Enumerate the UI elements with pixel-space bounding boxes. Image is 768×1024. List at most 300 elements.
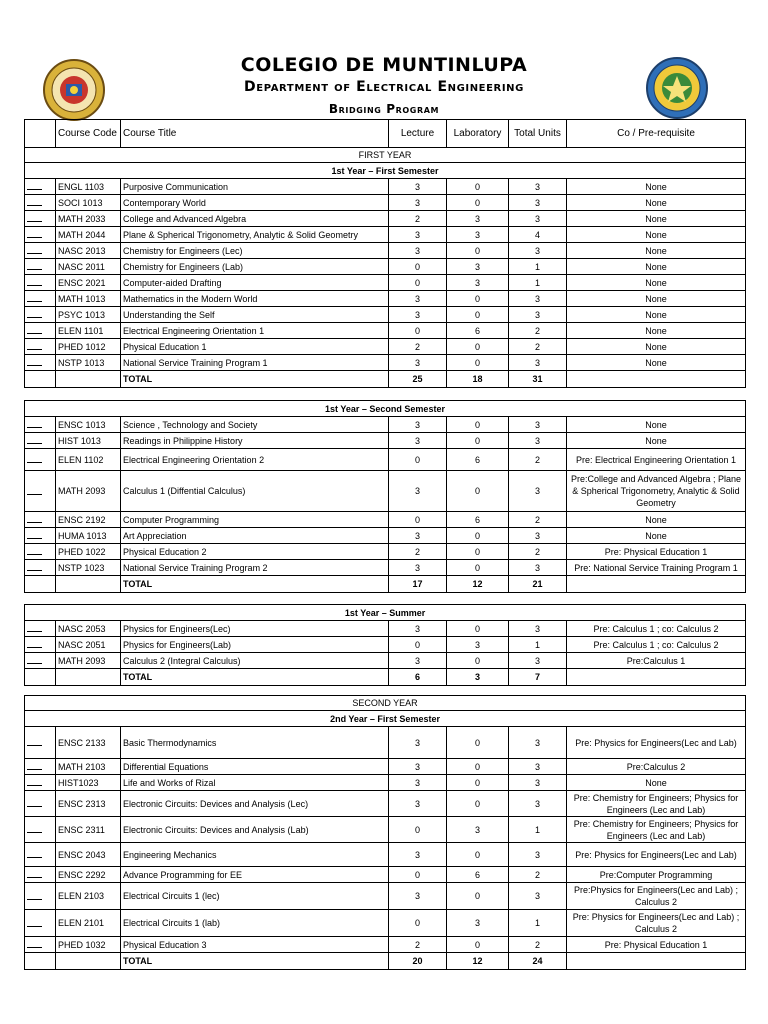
total-units: 3: [509, 195, 567, 211]
checkbox-blank[interactable]: [25, 560, 56, 576]
course-code: NSTP 1023: [56, 560, 121, 576]
laboratory-hours: 0: [447, 775, 509, 791]
total-laboratory: 18: [447, 371, 509, 388]
laboratory-hours: 0: [447, 759, 509, 775]
course-row: [25, 307, 746, 323]
laboratory-hours: 3: [447, 817, 509, 843]
course-code: NASC 2011: [56, 259, 121, 275]
total-units: 3: [509, 307, 567, 323]
lecture-hours: 0: [389, 323, 447, 339]
prerequisite: Pre: Physical Education 1: [567, 937, 746, 953]
course-title: Electrical Engineering Orientation 1: [121, 323, 389, 339]
column-header-row: [25, 120, 746, 148]
department-name: Department of Electrical Engineering: [244, 79, 524, 95]
blank-line: [27, 939, 42, 948]
checkbox-blank[interactable]: [25, 195, 56, 211]
course-code: NASC 2013: [56, 243, 121, 259]
total-units: 3: [509, 433, 567, 449]
prerequisite: None: [567, 307, 746, 323]
lecture-hours: 3: [389, 653, 447, 669]
total-units: 2: [509, 449, 567, 471]
course-code: HUMA 1013: [56, 528, 121, 544]
total-blank: [56, 371, 121, 388]
total-label: TOTAL: [121, 669, 389, 686]
laboratory-hours: 0: [447, 355, 509, 371]
lecture-hours: 0: [389, 449, 447, 471]
prerequisite: Pre:College and Advanced Algebra ; Plane & Spherical Trigonometry, Analytic & Solid Geometry: [567, 471, 746, 512]
total-units: 1: [509, 817, 567, 843]
total-units: 2: [509, 867, 567, 883]
course-title: Electrical Circuits 1 (lec): [121, 883, 389, 910]
course-row: [25, 637, 746, 653]
course-row: [25, 653, 746, 669]
document-header: [0, 0, 768, 118]
prerequisite: Pre: Physical Education 1: [567, 544, 746, 560]
semester-label: 2nd Year – First Semester: [25, 711, 746, 727]
total-row: [25, 669, 746, 686]
lecture-hours: 0: [389, 512, 447, 528]
laboratory-hours: 0: [447, 727, 509, 759]
prerequisite: Pre: Physics for Engineers(Lec and Lab): [567, 843, 746, 867]
laboratory-hours: 0: [447, 307, 509, 323]
blank-line: [27, 419, 42, 428]
lecture-hours: 2: [389, 339, 447, 355]
total-units: 4: [509, 227, 567, 243]
total-laboratory: 12: [447, 576, 509, 593]
checkbox-blank[interactable]: [25, 275, 56, 291]
prerequisite: None: [567, 417, 746, 433]
course-code: ENSC 2133: [56, 727, 121, 759]
course-title: Basic Thermodynamics: [121, 727, 389, 759]
year-label: FIRST YEAR: [25, 148, 746, 163]
first-year-summer-table: [24, 604, 746, 686]
course-row: [25, 528, 746, 544]
checkbox-blank[interactable]: [25, 417, 56, 433]
prerequisite: Pre: Physics for Engineers(Lec and Lab) ; Calculus 2: [567, 910, 746, 937]
course-code: PHED 1022: [56, 544, 121, 560]
prerequisite: Pre:Computer Programming: [567, 867, 746, 883]
total-blank: [56, 953, 121, 970]
course-title: Physical Education 1: [121, 339, 389, 355]
prerequisite: None: [567, 512, 746, 528]
course-code: ELEN 1102: [56, 449, 121, 471]
total-blank: [56, 669, 121, 686]
prerequisite: Pre: Electrical Engineering Orientation 1: [567, 449, 746, 471]
course-code: MATH 2093: [56, 653, 121, 669]
lecture-hours: 3: [389, 291, 447, 307]
checkbox-blank[interactable]: [25, 883, 56, 910]
course-code: ELEN 1101: [56, 323, 121, 339]
checkbox-blank[interactable]: [25, 653, 56, 669]
total-units: 2: [509, 512, 567, 528]
lecture-hours: 3: [389, 307, 447, 323]
checkbox-blank[interactable]: [25, 227, 56, 243]
total-units: 3: [509, 759, 567, 775]
total-units: 3: [509, 211, 567, 227]
course-row: [25, 759, 746, 775]
checkbox-blank[interactable]: [25, 775, 56, 791]
course-row: [25, 211, 746, 227]
total-units: 1: [509, 910, 567, 937]
laboratory-hours: 6: [447, 867, 509, 883]
check-header: [25, 120, 56, 148]
course-title: Calculus 1 (Diffential Calculus): [121, 471, 389, 512]
laboratory-hours: 6: [447, 323, 509, 339]
prerequisite: Pre: Chemistry for Engineers; Physics for Engineers (Lec and Lab): [567, 791, 746, 817]
course-row: [25, 275, 746, 291]
course-row: [25, 259, 746, 275]
lecture-hours: 3: [389, 195, 447, 211]
course-title: Physics for Engineers(Lab): [121, 637, 389, 653]
prerequisite: None: [567, 179, 746, 195]
prerequisite: None: [567, 243, 746, 259]
total-blank: [567, 576, 746, 593]
prerequisite: None: [567, 211, 746, 227]
course-code: MATH 2044: [56, 227, 121, 243]
semester-label: 1st Year – Summer: [25, 605, 746, 621]
course-row: [25, 243, 746, 259]
course-code: ENSC 2021: [56, 275, 121, 291]
course-code: ELEN 2101: [56, 910, 121, 937]
second-year-first-semester-table: [24, 695, 746, 970]
units-header: Total Units: [509, 120, 567, 148]
total-units: 3: [509, 727, 567, 759]
course-code: ENSC 1013: [56, 417, 121, 433]
total-units: 3: [509, 621, 567, 637]
checkbox-blank[interactable]: [25, 449, 56, 471]
course-title: Art Appreciation: [121, 528, 389, 544]
total-lecture: 20: [389, 953, 447, 970]
total-laboratory: 3: [447, 669, 509, 686]
checkbox-blank[interactable]: [25, 259, 56, 275]
prereq-header: Co / Pre-requisite: [567, 120, 746, 148]
course-row: [25, 417, 746, 433]
course-title: Chemistry for Engineers (Lab): [121, 259, 389, 275]
lecture-hours: 0: [389, 867, 447, 883]
course-row: [25, 179, 746, 195]
course-row: [25, 621, 746, 637]
checkbox-blank[interactable]: [25, 910, 56, 937]
prerequisite: None: [567, 775, 746, 791]
prerequisite: None: [567, 195, 746, 211]
blank-line: [27, 245, 42, 254]
total-label: TOTAL: [121, 576, 389, 593]
total-units: 3: [509, 243, 567, 259]
course-title: Purposive Communication: [121, 179, 389, 195]
first-year-first-semester-table: [24, 162, 746, 388]
laboratory-hours: 3: [447, 910, 509, 937]
lecture-hours: 3: [389, 727, 447, 759]
prerequisite: Pre: Calculus 1 ; co: Calculus 2: [567, 621, 746, 637]
lecture-hours: 3: [389, 243, 447, 259]
laboratory-hours: 0: [447, 883, 509, 910]
course-row: [25, 867, 746, 883]
total-row: [25, 371, 746, 388]
program-name: Bridging Program: [328, 102, 440, 116]
laboratory-hours: 0: [447, 195, 509, 211]
laboratory-hours: 0: [447, 339, 509, 355]
laboratory-hours: 3: [447, 227, 509, 243]
course-code: PHED 1012: [56, 339, 121, 355]
semester-label: 1st Year – Second Semester: [25, 401, 746, 417]
prerequisite: None: [567, 339, 746, 355]
total-units: 7: [509, 669, 567, 686]
course-row: [25, 727, 746, 759]
course-title: Plane & Spherical Trigonometry, Analytic & Solid Geometry: [121, 227, 389, 243]
checkbox-blank[interactable]: [25, 179, 56, 195]
total-label: TOTAL: [121, 953, 389, 970]
prerequisite: Pre:Physics for Engineers(Lec and Lab) ; Calculus 2: [567, 883, 746, 910]
course-code: NSTP 1013: [56, 355, 121, 371]
laboratory-header: Laboratory: [447, 120, 509, 148]
course-code: ENSC 2311: [56, 817, 121, 843]
total-units: 3: [509, 791, 567, 817]
total-units: 3: [509, 291, 567, 307]
checkbox-blank[interactable]: [25, 727, 56, 759]
lecture-hours: 2: [389, 937, 447, 953]
course-code: ENSC 2043: [56, 843, 121, 867]
checkbox-blank[interactable]: [25, 621, 56, 637]
blank-line: [27, 229, 42, 238]
lecture-hours: 3: [389, 759, 447, 775]
course-row: [25, 512, 746, 528]
laboratory-hours: 0: [447, 528, 509, 544]
prerequisite: None: [567, 291, 746, 307]
lecture-hours: 3: [389, 843, 447, 867]
course-code: ENGL 1103: [56, 179, 121, 195]
blank-line: [27, 454, 42, 463]
prerequisite: None: [567, 275, 746, 291]
total-laboratory: 12: [447, 953, 509, 970]
lecture-hours: 3: [389, 227, 447, 243]
blank-line: [27, 277, 42, 286]
checkbox-blank[interactable]: [25, 637, 56, 653]
prerequisite: Pre: Chemistry for Engineers; Physics for Engineers (Lec and Lab): [567, 817, 746, 843]
checkbox-blank[interactable]: [25, 791, 56, 817]
course-row: [25, 227, 746, 243]
blank-line: [27, 639, 42, 648]
prerequisite: None: [567, 528, 746, 544]
checkbox-blank[interactable]: [25, 867, 56, 883]
prerequisite: Pre: Physics for Engineers(Lec and Lab): [567, 727, 746, 759]
prerequisite: None: [567, 259, 746, 275]
laboratory-hours: 3: [447, 259, 509, 275]
total-lecture: 17: [389, 576, 447, 593]
prerequisite: None: [567, 227, 746, 243]
course-title: Electrical Engineering Orientation 2: [121, 449, 389, 471]
course-title: Physical Education 3: [121, 937, 389, 953]
course-row: [25, 291, 746, 307]
course-row: [25, 843, 746, 867]
laboratory-hours: 0: [447, 291, 509, 307]
course-row: [25, 817, 746, 843]
blank-line: [27, 213, 42, 222]
checkbox-blank[interactable]: [25, 291, 56, 307]
total-blank: [56, 576, 121, 593]
checkbox-blank[interactable]: [25, 843, 56, 867]
lecture-hours: 0: [389, 910, 447, 937]
total-units: 2: [509, 544, 567, 560]
laboratory-hours: 3: [447, 637, 509, 653]
total-units: 21: [509, 576, 567, 593]
total-row: [25, 576, 746, 593]
course-code: MATH 1013: [56, 291, 121, 307]
checkbox-blank[interactable]: [25, 307, 56, 323]
checkbox-blank[interactable]: [25, 433, 56, 449]
checkbox-blank[interactable]: [25, 544, 56, 560]
course-title: Computer Programming: [121, 512, 389, 528]
semester-label: 1st Year – First Semester: [25, 163, 746, 179]
total-units: 3: [509, 560, 567, 576]
checkbox-blank[interactable]: [25, 243, 56, 259]
course-row: [25, 433, 746, 449]
laboratory-hours: 0: [447, 621, 509, 637]
course-code: HIST 1013: [56, 433, 121, 449]
course-code: NASC 2053: [56, 621, 121, 637]
course-title: Physics for Engineers(Lec): [121, 621, 389, 637]
total-units: 3: [509, 653, 567, 669]
laboratory-hours: 0: [447, 791, 509, 817]
lecture-hours: 3: [389, 560, 447, 576]
blank-line: [27, 546, 42, 555]
checkbox-blank[interactable]: [25, 937, 56, 953]
checkbox-blank[interactable]: [25, 323, 56, 339]
laboratory-hours: 0: [447, 544, 509, 560]
checkbox-blank[interactable]: [25, 355, 56, 371]
blank-line: [27, 309, 42, 318]
course-code: HIST1023: [56, 775, 121, 791]
total-units: 31: [509, 371, 567, 388]
total-blank: [567, 669, 746, 686]
prerequisite: Pre:Calculus 2: [567, 759, 746, 775]
total-units: 3: [509, 528, 567, 544]
course-title: Electronic Circuits: Devices and Analysis (Lab): [121, 817, 389, 843]
checkbox-blank[interactable]: [25, 339, 56, 355]
course-code: MATH 2093: [56, 471, 121, 512]
course-title: Chemistry for Engineers (Lec): [121, 243, 389, 259]
total-blank: [25, 371, 56, 388]
blank-line: [27, 562, 42, 571]
total-blank: [25, 669, 56, 686]
course-title: National Service Training Program 1: [121, 355, 389, 371]
title-header: Course Title: [121, 120, 389, 148]
course-title: Electrical Circuits 1 (lab): [121, 910, 389, 937]
laboratory-hours: 0: [447, 179, 509, 195]
laboratory-hours: 3: [447, 211, 509, 227]
lecture-hours: 2: [389, 211, 447, 227]
lecture-hours: 3: [389, 775, 447, 791]
total-blank: [25, 953, 56, 970]
laboratory-hours: 0: [447, 243, 509, 259]
course-row: [25, 471, 746, 512]
course-title: Calculus 2 (Integral Calculus): [121, 653, 389, 669]
blank-line: [27, 761, 42, 770]
total-row: [25, 953, 746, 970]
lecture-hours: 3: [389, 791, 447, 817]
course-row: [25, 355, 746, 371]
course-row: [25, 791, 746, 817]
course-row: [25, 323, 746, 339]
checkbox-blank[interactable]: [25, 759, 56, 775]
blank-line: [27, 357, 42, 366]
total-units: 1: [509, 259, 567, 275]
checkbox-blank[interactable]: [25, 528, 56, 544]
blank-line: [27, 197, 42, 206]
course-row: [25, 910, 746, 937]
blank-line: [27, 891, 42, 900]
course-code: PHED 1032: [56, 937, 121, 953]
total-units: 1: [509, 275, 567, 291]
first-year-second-semester-table: [24, 400, 746, 593]
course-title: National Service Training Program 2: [121, 560, 389, 576]
lecture-header: Lecture: [389, 120, 447, 148]
total-units: 3: [509, 417, 567, 433]
laboratory-hours: 3: [447, 275, 509, 291]
prerequisite: Pre: Calculus 1 ; co: Calculus 2: [567, 637, 746, 653]
lecture-hours: 3: [389, 528, 447, 544]
course-row: [25, 775, 746, 791]
laboratory-hours: 0: [447, 653, 509, 669]
course-row: [25, 560, 746, 576]
blank-line: [27, 918, 42, 927]
blank-line: [27, 655, 42, 664]
column-header-table: [24, 119, 746, 163]
prerequisite: None: [567, 355, 746, 371]
laboratory-hours: 0: [447, 843, 509, 867]
total-units: 2: [509, 937, 567, 953]
prerequisite: None: [567, 433, 746, 449]
checkbox-blank[interactable]: [25, 512, 56, 528]
blank-line: [27, 341, 42, 350]
checkbox-blank[interactable]: [25, 817, 56, 843]
blank-line: [27, 435, 42, 444]
blank-line: [27, 261, 42, 270]
lecture-hours: 3: [389, 471, 447, 512]
course-code: ENSC 2313: [56, 791, 121, 817]
course-code: ENSC 2192: [56, 512, 121, 528]
course-code: NASC 2051: [56, 637, 121, 653]
course-row: [25, 937, 746, 953]
lecture-hours: 0: [389, 817, 447, 843]
blank-line: [27, 514, 42, 523]
total-units: 2: [509, 323, 567, 339]
checkbox-blank[interactable]: [25, 211, 56, 227]
course-row: [25, 449, 746, 471]
total-lecture: 6: [389, 669, 447, 686]
total-units: 3: [509, 883, 567, 910]
course-title: Computer-aided Drafting: [121, 275, 389, 291]
lecture-hours: 2: [389, 544, 447, 560]
blank-line: [27, 623, 42, 632]
blank-line: [27, 849, 42, 858]
laboratory-hours: 0: [447, 937, 509, 953]
lecture-hours: 3: [389, 417, 447, 433]
prerequisite: Pre:Calculus 1: [567, 653, 746, 669]
total-units: 3: [509, 775, 567, 791]
course-code: ENSC 2292: [56, 867, 121, 883]
total-units: 3: [509, 355, 567, 371]
total-units: 1: [509, 637, 567, 653]
year-label: SECOND YEAR: [25, 696, 746, 711]
course-title: Contemporary World: [121, 195, 389, 211]
blank-line: [27, 325, 42, 334]
total-blank: [567, 953, 746, 970]
blank-line: [27, 530, 42, 539]
course-code: ELEN 2103: [56, 883, 121, 910]
total-blank: [567, 371, 746, 388]
blank-line: [27, 181, 42, 190]
checkbox-blank[interactable]: [25, 471, 56, 512]
